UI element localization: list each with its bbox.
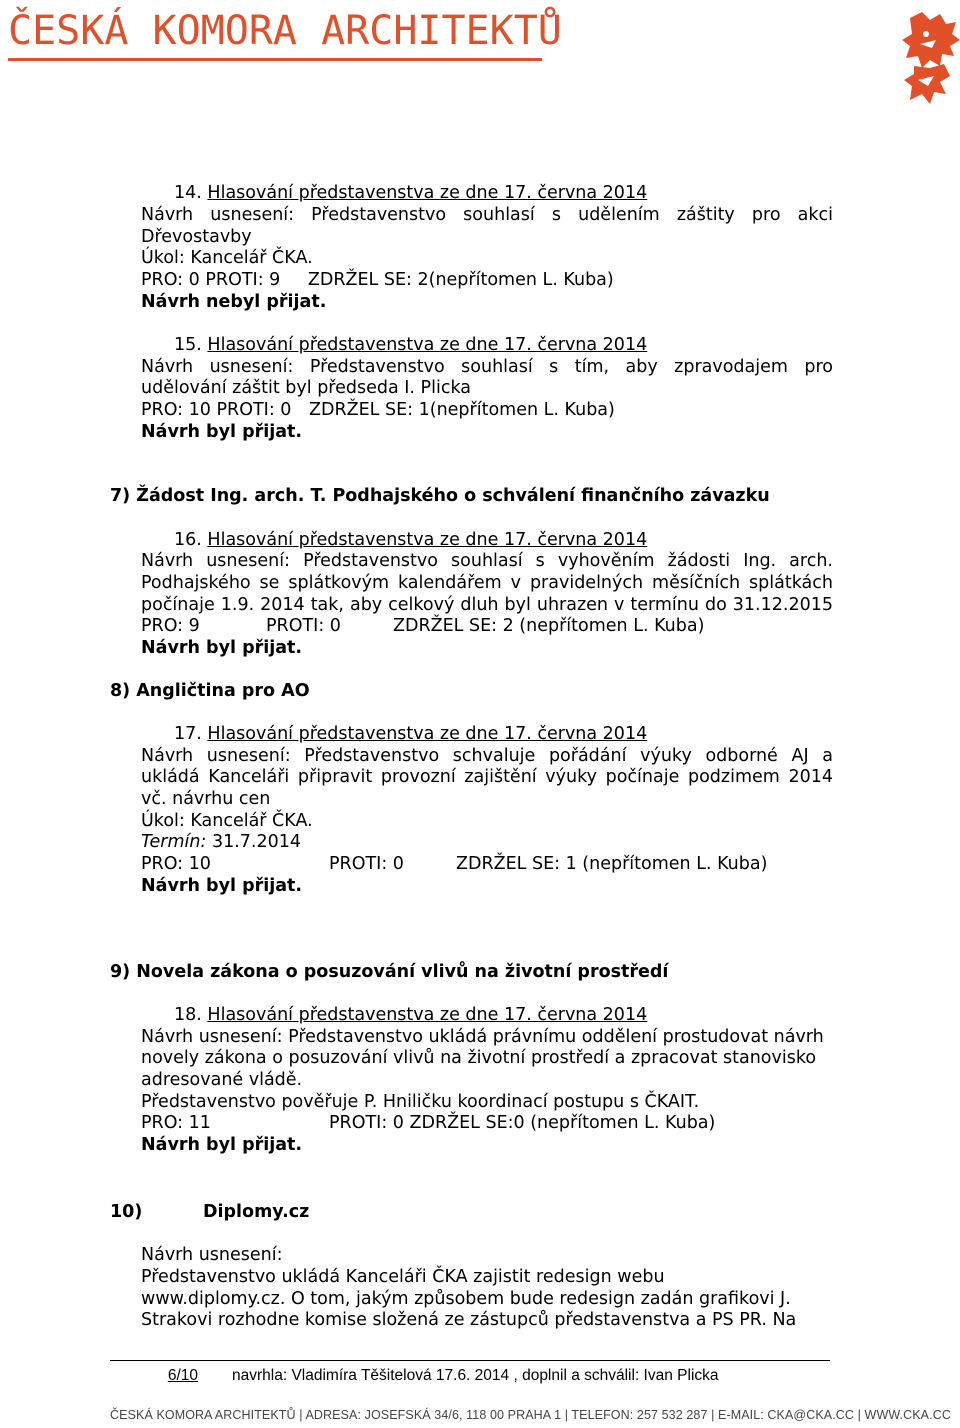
- letterhead-rule: [8, 58, 542, 61]
- vote-16-pro: PRO: 9: [141, 616, 200, 636]
- vote-16-proti: PROTI: 0: [266, 616, 341, 636]
- vote-16-proposal-line-1: Návrh usnesení: Představenstvo souhlasí s vyhověním žádosti Ing. arch.: [141, 551, 833, 571]
- vote-15-proposal-line-2: udělování záštit byl předseda I. Plicka: [141, 378, 472, 398]
- vote-17-term-label: Termín:: [141, 832, 207, 852]
- vote-17-task: Úkol: Kancelář ČKA.: [141, 811, 313, 831]
- section-10-proposal-label: Návrh usnesení:: [141, 1245, 283, 1265]
- page-number: 6/10: [167, 1367, 198, 1384]
- vote-17-title: Hlasování představenstva ze dne 17. června 2014: [207, 724, 648, 744]
- section-10-number: 10): [110, 1202, 143, 1222]
- vote-14-number: 14.: [174, 183, 202, 203]
- vote-17-pro: PRO: 10: [141, 854, 211, 874]
- section-10-text-line-3: Strakovi rozhodne komise složená ze zástupců představenstva a PS PR. Na: [141, 1310, 797, 1330]
- vote-16-result: Návrh byl přijat.: [141, 638, 303, 658]
- section-9-title: 9) Novela zákona o posuzování vlivů na životní prostředí: [110, 962, 669, 982]
- vote-15-proposal-line-1: Návrh usnesení: Představenstvo souhlasí s tím, aby zpravodajem pro: [141, 357, 833, 377]
- vote-17-proposal-line-2: ukládá Kanceláři připravit provozní zajištění výuky počínaje podzimem 2014: [141, 767, 833, 787]
- vote-15-result: Návrh byl přijat.: [141, 422, 303, 442]
- vote-16-number: 16.: [174, 530, 202, 550]
- footer-rule: [110, 1360, 830, 1361]
- section-8-title: 8) Angličtina pro AO: [110, 681, 310, 701]
- vote-14-proposal-line-2: Dřevostavby: [141, 227, 252, 247]
- vote-15-number: 15.: [174, 335, 202, 355]
- address-bar: ČESKÁ KOMORA ARCHITEKTŮ | ADRESA: JOSEFSKÁ 34/6, 118 00 PRAHA 1 | TELEFON: 257 532 287 | E-MAIL: CKA@CKA.CC | WWW.CKA.CC: [110, 1408, 951, 1422]
- vote-14-title: Hlasování představenstva ze dne 17. června 2014: [207, 183, 648, 203]
- vote-14-pro: PRO: 0: [141, 270, 200, 290]
- vote-16-proposal-line-3: počínaje 1.9. 2014 tak, aby celkový dluh byl uhrazen v termínu do 31.12.2015: [141, 595, 833, 615]
- vote-18-proposal-line-4: Představenstvo pověřuje P. Hniličku koordinací postupu s ČKAIT.: [141, 1092, 700, 1112]
- vote-17-proposal-line-1: Návrh usnesení: Představenstvo schvaluje pořádání výuky odborné AJ a: [141, 746, 833, 766]
- vote-16-heading: [174, 529, 647, 551]
- vote-14-proti: PROTI: 9: [205, 270, 281, 290]
- vote-18-proposal-line-1: Návrh usnesení: Představenstvo ukládá právnímu oddělení prostudovat návrh: [141, 1027, 824, 1047]
- vote-16-title: Hlasování představenstva ze dne 17. června 2014: [207, 530, 648, 550]
- letterhead-title: ČESKÁ KOMORA ARCHITEKTŮ: [8, 8, 562, 54]
- section-7-title: 7) Žádost Ing. arch. T. Podhajského o schválení finančního závazku: [110, 486, 770, 506]
- vote-18-pro: PRO: 11: [141, 1113, 211, 1133]
- vote-18-proposal-line-2: novely zákona o posuzování vlivů na životní prostředí a zpracovat stanovisko: [141, 1048, 817, 1068]
- vote-15-heading: [174, 334, 647, 356]
- footer-note: [110, 1366, 719, 1386]
- vote-16-votes: [141, 615, 705, 637]
- vote-15-title: Hlasování představenstva ze dne 17. června 2014: [207, 335, 648, 355]
- section-10-text-line-1: Představenstvo ukládá Kanceláři ČKA zajistit redesign webu: [141, 1267, 665, 1287]
- vote-14-votes: [141, 269, 614, 291]
- vote-17-term-value: 31.7.2014: [206, 832, 302, 852]
- vote-18-heading: [174, 1004, 647, 1026]
- vote-17-proposal-line-3: vč. návrhu cen: [141, 789, 271, 809]
- vote-17-votes: [141, 853, 841, 875]
- vote-17-result: Návrh byl přijat.: [141, 876, 303, 896]
- section-10-title: Diplomy.cz: [203, 1202, 310, 1222]
- lion-icon: [900, 10, 960, 108]
- vote-14-proposal-line-1: Návrh usnesení: Představenstvo souhlasí s udělením záštity pro akci: [141, 205, 833, 225]
- vote-17-proti: PROTI: 0: [329, 854, 404, 874]
- vote-17-heading: [174, 723, 647, 745]
- vote-18-proti-zdrzel: PROTI: 0 ZDRŽEL SE:0 (nepřítomen L. Kuba): [329, 1113, 716, 1133]
- vote-18-proposal-line-3: adresované vládě.: [141, 1070, 303, 1090]
- vote-18-title: Hlasování představenstva ze dne 17. června 2014: [207, 1005, 648, 1025]
- vote-17-zdrzel: ZDRŽEL SE: 1 (nepřítomen L. Kuba): [456, 854, 768, 874]
- vote-14-zdrzel: ZDRŽEL SE: 2(nepřítomen L. Kuba): [307, 270, 614, 290]
- vote-14-heading: [174, 182, 647, 204]
- vote-16-proposal-line-2: Podhajského se splátkovým kalendářem v pravidelných měsíčních splátkách: [141, 573, 833, 593]
- vote-15-votes: [141, 399, 615, 421]
- vote-15-zdrzel: ZDRŽEL SE: 1(nepřítomen L. Kuba): [309, 400, 615, 420]
- vote-15-proti: PROTI: 0: [216, 400, 292, 420]
- section-10-text-line-2: www.diplomy.cz. O tom, jakým způsobem bude redesign zadán grafikovi J.: [141, 1289, 791, 1309]
- vote-14-result: Návrh nebyl přijat.: [141, 292, 327, 312]
- vote-18-number: 18.: [174, 1005, 202, 1025]
- vote-16-zdrzel: ZDRŽEL SE: 2 (nepřítomen L. Kuba): [393, 616, 705, 636]
- vote-17-term: [141, 831, 301, 853]
- footer-author-note: navrhla: Vladimíra Těšitelová 17.6. 2014 , doplnil a schválil: Ivan Plicka: [232, 1367, 719, 1384]
- vote-18-result: Návrh byl přijat.: [141, 1135, 303, 1155]
- vote-18-votes: [141, 1112, 841, 1134]
- vote-15-pro: PRO: 10: [141, 400, 211, 420]
- vote-17-number: 17.: [174, 724, 202, 744]
- vote-14-task: Úkol: Kancelář ČKA.: [141, 248, 313, 268]
